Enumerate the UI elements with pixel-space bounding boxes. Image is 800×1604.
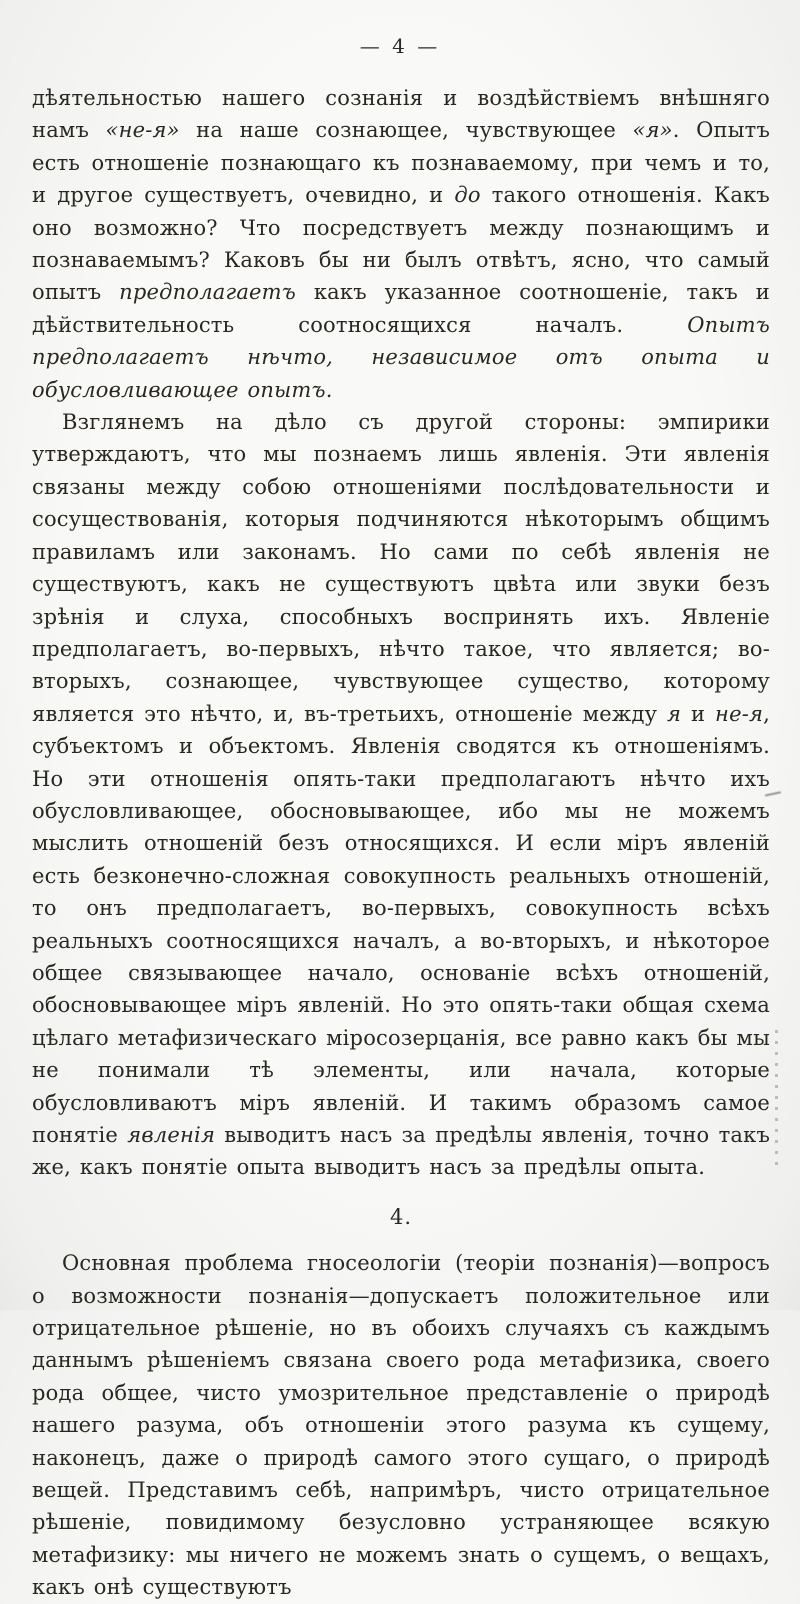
paragraph (32, 406, 770, 1184)
paragraph (32, 1247, 770, 1603)
text-run-italic: не-я (715, 701, 764, 726)
text-run-italic: до (454, 183, 481, 208)
text-run-italic: предполагаетъ (119, 280, 296, 305)
text-run: выводитъ насъ за предѣлы явленія, точно такъ же, какъ понятіе опыта выводитъ насъ за предѣлы опыта. (32, 1123, 771, 1180)
text-run: Взглянемъ на дѣло съ другой стороны: эмпирики утверждаютъ, что мы познаемъ лишь явленія. Эти явленія связаны между собою отношеніями послѣдовательности и сосуществованія, которыя подчиняются нѣкоторымъ общимъ правиламъ или законамъ. Но сами по себѣ явленія не существуютъ, какъ не существуютъ цвѣта или звуки безъ зрѣнія и слуха, способныхъ воспринять ихъ. Явленіе предполагаетъ, во-первыхъ, нѣчто такое, что является; во-вторыхъ, сознающее, чувствующее существо, которому является это нѣчто, и, въ-третьихъ, отношеніе между (32, 410, 770, 726)
text-run-italic: «не-я» (105, 118, 180, 143)
paragraph (32, 82, 770, 406)
page-number: — 4 — (359, 34, 441, 58)
page-body (0, 58, 800, 1604)
section-heading: 4. (389, 1204, 413, 1229)
text-run-italic: я (667, 701, 682, 726)
scan-artifact-dots (775, 1030, 778, 1170)
text-run: дѣятельностью нашего сознанія и воздѣйствіемъ внѣшняго намъ (32, 86, 770, 143)
text-run-italic: явленія (127, 1123, 216, 1147)
text-run: Основная проблема гносеологіи (теоріи познанія)—вопросъ о возможности познанія—допускаетъ положительное или отрицательное рѣшеніе, но въ обоихъ случаяхъ съ каждымъ даннымъ рѣшеніемъ связана своего рода метафизика, своего рода общее, чисто умозрительное представленіе о природѣ нашего разума, объ отношеніи этого разума къ сущему, наконецъ, даже о природѣ самого этого сущаго, о природѣ вещей. Представимъ себѣ, напримѣръ, чисто отрицательное рѣшеніе, повидимому безусловно устраняющее всякую метафизику: мы ничего не можемъ знать о сущемъ, о вещахъ, какъ онѣ существуютъ (32, 1251, 770, 1600)
text-run: и (681, 701, 716, 726)
text-run: какъ указанное соотношеніе, такъ и дѣйствительность соотносящихся началъ. (32, 280, 770, 337)
text-run: . Опытъ есть отношеніе познающаго къ познаваемому, при чемъ и то, и другое существуетъ, очевидно, и (32, 118, 771, 208)
text-run: на наше сознающее, чувствующее (179, 118, 633, 143)
text-run: , субъектомъ и объектомъ. Явленія сводятся къ отношеніямъ. Но эти отношенія опять-таки предполагаютъ нѣчто ихъ обусловливающее, обосновывающее, ибо мы не можемъ мыслить отношеній безъ относящихся. И если міръ явленій есть безконечно-сложная совокупность реальныхъ отношеній, то онъ предполагаетъ, во-первыхъ, совокупность всѣхъ реальныхъ соотносящихся началъ, а во-вторыхъ, и нѣкоторое общее связывающее начало, основаніе всѣхъ отношеній, обосновывающее міръ явленій. Но это опять-таки общая схема цѣлаго метафизическаго міросозерцанія, все равно какъ бы мы не понимали тѣ элементы, или начала, которые обусловливаютъ міръ явленій. И такимъ образомъ самое понятіе (32, 701, 770, 1147)
text-run: такого отношенія. Какъ оно возможно? Что посредствуетъ между познающимъ и познаваемымъ? Каковъ бы ни былъ отвѣтъ, ясно, что самый опытъ (32, 183, 770, 305)
text-run-italic: Опытъ предполагаетъ нѣчто, независимое отъ опыта и обусловливающее опытъ. (32, 312, 770, 402)
text-run-italic: «я» (632, 118, 673, 143)
